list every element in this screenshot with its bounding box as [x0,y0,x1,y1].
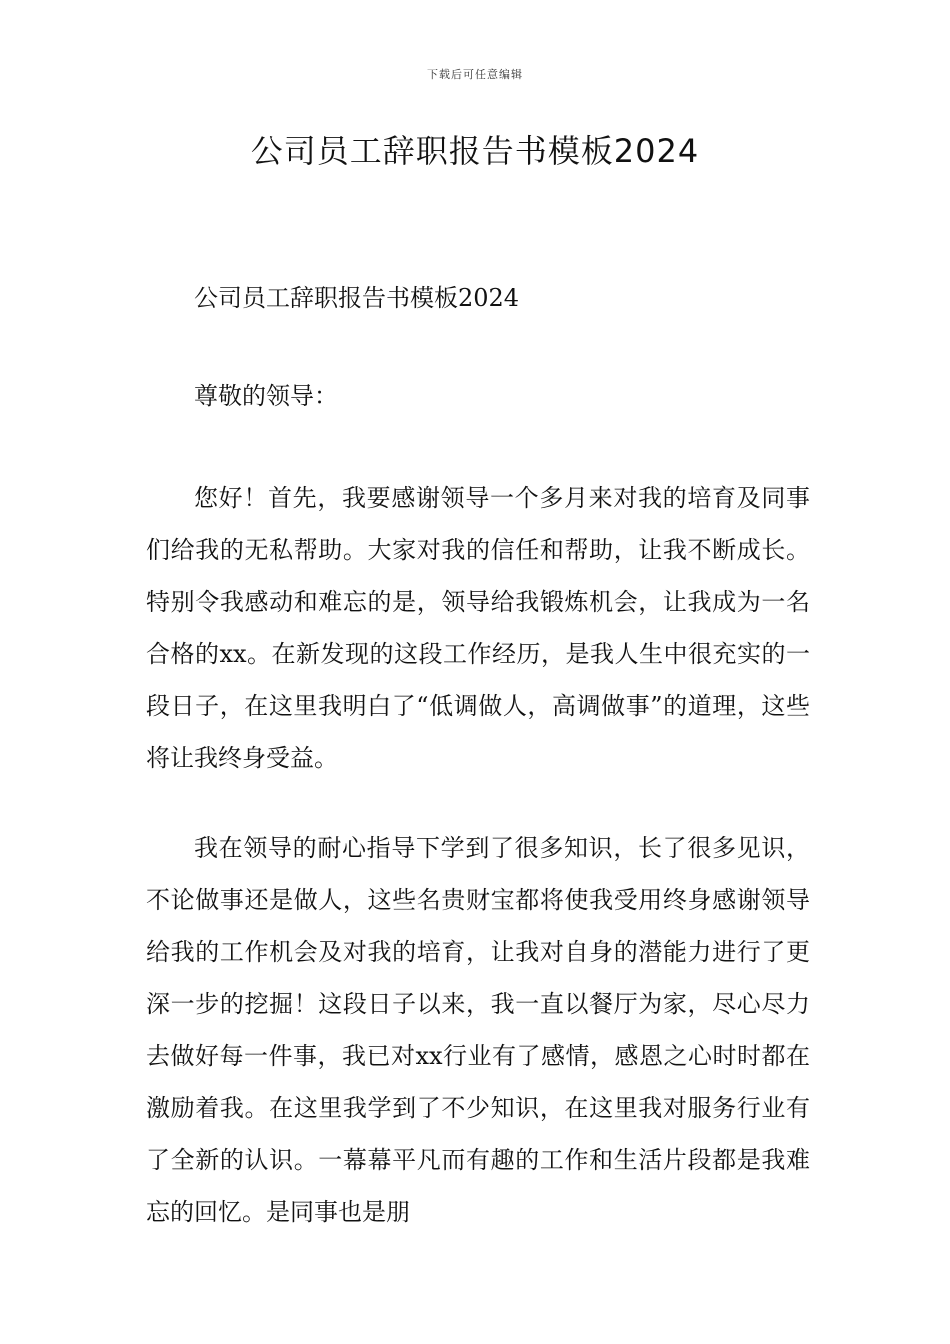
document-title: 公司员工辞职报告书模板2024 [250,132,700,170]
document-subtitle: 公司员工辞职报告书模板2024 [194,284,520,312]
salutation: 尊敬的领导： [194,382,338,410]
paragraph-1: 您好！首先，我要感谢领导一个多月来对我的培育及同事们给我的无私帮助。大家对我的信任和帮助，让我不断成长。特别令我感动和难忘的是，领导给我锻炼机会，让我成为一名合格的xx。在新发现的这段工作经历，是我人生中很充实的一段日子，在这里我明白了“低调做人，高调做事”的道理，这些将让我终身受益。 [146,484,810,772]
paragraph-2: 我在领导的耐心指导下学到了很多知识，长了很多见识，不论做事还是做人，这些名贵财宝都将使我受用终身感谢领导给我的工作机会及对我的培育，让我对自身的潜能力进行了更深一步的挖掘！这段日子以来，我一直以餐厅为家，尽心尽力去做好每一件事，我已对xx行业有了感情，感恩之心时时都在激励着我。在这里我学到了不少知识，在这里我对服务行业有了全新的认识。一幕幕平凡而有趣的工作和生活片段都是我难忘的回忆。是同事也是朋 [146,834,810,1226]
header-note: 下载后可任意编辑 [427,68,523,81]
